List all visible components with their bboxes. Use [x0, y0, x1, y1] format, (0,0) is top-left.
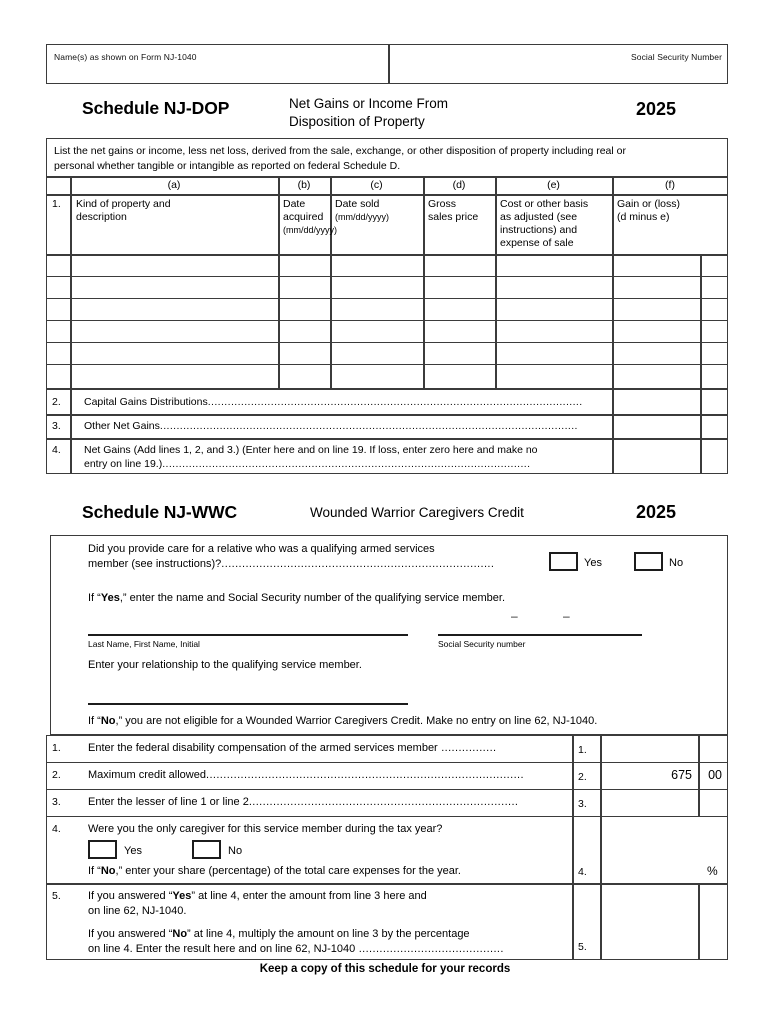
- wwc-line-3-text: Enter the lesser of line 1 or line 2: [88, 796, 249, 808]
- wwc-tax-year: 2025: [636, 502, 677, 522]
- dop-line-3-number: 3.: [52, 420, 61, 432]
- dop-rule-colhdr-bottom: [46, 194, 728, 196]
- dop-line-3-text: Other Net Gains: [84, 420, 160, 432]
- dop-col-header-b: (b): [297, 179, 311, 191]
- dop-line-4-label-line2: [84, 458, 530, 472]
- dop-line-4-dots: ...............................................................................................................: [162, 458, 531, 470]
- dop-entry-row-5-col-e[interactable]: [497, 344, 610, 363]
- dop-entry-row-2-col-b[interactable]: [280, 278, 328, 297]
- wwc-line-1-label: [88, 740, 497, 756]
- dop-line-1-number: 1.: [52, 198, 61, 210]
- dop-intro-line1: List the net gains or income, less net loss, derived from the sale, exchange, or other disposition of property including real or: [54, 145, 626, 157]
- dop-line-3-amount[interactable]: [614, 416, 698, 436]
- dop-col-header-d: (d): [452, 179, 466, 191]
- wwc-relationship-instruction: Enter your relationship to the qualifying service member.: [88, 659, 362, 671]
- dop-rule-intro-bottom: [46, 176, 728, 178]
- dop-entry-row-1-col-a[interactable]: [72, 256, 276, 275]
- wwc-relationship-input[interactable]: [88, 681, 406, 702]
- wwc-subtitle: Wounded Warrior Caregivers Credit: [310, 505, 524, 520]
- wwc-rule-line4-bottom: [46, 883, 728, 885]
- dop-col-desc-e-line2: as adjusted (see: [500, 211, 578, 223]
- wwc-line-4-percent-input[interactable]: [602, 818, 696, 881]
- wwc-line-1-cents[interactable]: [700, 737, 726, 760]
- dop-entry-row-5-col-f[interactable]: [614, 344, 698, 363]
- wwc-if-yes-instruction: If “Yes,” enter the name and Social Security number of the qualifying service member.: [88, 592, 506, 604]
- dop-col-desc-c-line1: Date sold: [335, 198, 380, 210]
- wwc-line-5-dots: ..........................................: [355, 943, 504, 955]
- dop-entry-row-4-col-c[interactable]: [332, 322, 421, 341]
- wwc-name-rule: [88, 634, 408, 636]
- dop-entry-row-2-col-a[interactable]: [72, 278, 276, 297]
- wwc-question-yes-checkbox[interactable]: [549, 552, 578, 571]
- wwc-line-2-amount: 675: [671, 768, 692, 782]
- dop-entry-row-5-col-b[interactable]: [280, 344, 328, 363]
- dop-entry-row-3-cents[interactable]: [702, 300, 726, 319]
- wwc-line-3-dots: ..............................................................................: [248, 796, 519, 808]
- dop-entry-row-1-col-b[interactable]: [280, 256, 328, 275]
- dop-col-header-e: (e): [547, 179, 560, 191]
- dop-line-2-dots: .................................................................................................................: [207, 396, 583, 408]
- ssn-input-area[interactable]: [396, 64, 722, 80]
- dop-entry-row-5-col-c[interactable]: [332, 344, 421, 363]
- dop-entry-row-4-col-e[interactable]: [497, 322, 610, 341]
- dop-entry-row-4-cents[interactable]: [702, 322, 726, 341]
- wwc-question-line2-text: member (see instructions)?: [88, 558, 222, 570]
- name-ssn-divider: [388, 44, 390, 84]
- dop-line-4-text-line2: entry on line 19.): [84, 458, 163, 470]
- dop-entry-row-3-col-a[interactable]: [72, 300, 276, 319]
- dop-col-desc-b-line2: acquired: [283, 211, 324, 223]
- wwc-service-member-name-input[interactable]: [88, 612, 406, 633]
- dop-col-desc-f-line1: Gain or (loss): [617, 198, 681, 210]
- dop-col-desc-d-line2: sales price: [428, 211, 479, 223]
- dop-line-3-label: [84, 420, 578, 434]
- wwc-line-2-ref: 2.: [578, 771, 587, 783]
- wwc-question-dots: ...............................................................................: [221, 558, 495, 570]
- dop-col-desc-b-line1: Date: [283, 198, 306, 210]
- wwc-ssn-dash-1: –: [511, 609, 518, 623]
- dop-entry-row-2-col-e[interactable]: [497, 278, 610, 297]
- dop-entry-row-6-col-a[interactable]: [72, 366, 276, 387]
- dop-entry-row-5-col-a[interactable]: [72, 344, 276, 363]
- dop-entry-row-5-cents[interactable]: [702, 344, 726, 363]
- wwc-line-3-label: [88, 794, 518, 810]
- wwc-name-caption: Last Name, First Name, Initial: [88, 639, 200, 649]
- dop-entry-row-1-col-c[interactable]: [332, 256, 421, 275]
- dop-entry-row-4-col-d[interactable]: [425, 322, 493, 341]
- wwc-line-5-para2-line2: on line 4. Enter the result here and on line 62, NJ-1040: [88, 943, 356, 955]
- wwc-line-5-amount[interactable]: [602, 886, 696, 956]
- dop-entry-row-2-cents[interactable]: [702, 278, 726, 297]
- wwc-line-4-ref: 4.: [578, 866, 587, 878]
- wwc-line-1-dots: ................: [437, 742, 497, 754]
- wwc-line-5-para1-line2: on line 62, NJ-1040.: [88, 905, 187, 917]
- wwc-question-line2: [88, 556, 494, 572]
- dop-col-desc-b-line3: (mm/dd/yyyy): [283, 225, 337, 235]
- wwc-line-4-number: 4.: [52, 823, 61, 835]
- dop-line-2-cents[interactable]: [702, 392, 726, 412]
- wwc-line-2-label: [88, 767, 524, 783]
- dop-col-desc-f-line2: (d minus e): [617, 211, 670, 223]
- wwc-line-5-para2-line1: If you answered “No” at line 4, multiply the amount on line 3 by the percentage: [88, 928, 470, 940]
- dop-entry-row-4-col-a[interactable]: [72, 322, 276, 341]
- wwc-line-3-ref: 3.: [578, 798, 587, 810]
- wwc-rule-line1-bottom: [46, 762, 728, 763]
- dop-subtitle-line1: Net Gains or Income From: [289, 96, 449, 111]
- wwc-question-yes-label: Yes: [584, 557, 602, 569]
- dop-line-4-number: 4.: [52, 444, 61, 456]
- wwc-line-2-dots: ............................................................................................: [205, 769, 524, 781]
- wwc-ssn-dash-2: –: [563, 609, 570, 623]
- dop-col-header-a: (a): [167, 179, 181, 191]
- dop-entry-row-6-cents[interactable]: [702, 366, 726, 387]
- dop-line-3-cents[interactable]: [702, 416, 726, 436]
- wwc-line-4-yes-label: Yes: [124, 845, 142, 857]
- wwc-line-2-cents: 00: [708, 768, 722, 782]
- ssn-field-label: Social Security Number: [630, 52, 722, 62]
- dop-rule-blank-6: [46, 388, 728, 390]
- dop-col-desc-c-line2: (mm/dd/yyyy): [335, 212, 389, 222]
- wwc-line-3-cents[interactable]: [700, 791, 726, 814]
- dop-entry-row-3-col-d[interactable]: [425, 300, 493, 319]
- wwc-line-4-yes-checkbox[interactable]: [88, 840, 117, 859]
- dop-entry-row-3-col-e[interactable]: [497, 300, 610, 319]
- dop-col-header-c: (c): [370, 179, 383, 191]
- wwc-if-no-instruction: If “No,” you are not eligible for a Wounded Warrior Caregivers Credit. Make no entry on line 62, NJ-1040.: [88, 715, 598, 727]
- dop-line-2-number: 2.: [52, 396, 61, 408]
- dop-col-desc-a-line1: Kind of property and: [76, 198, 171, 210]
- dop-entry-row-3-col-f[interactable]: [614, 300, 698, 319]
- dop-entry-row-6-col-e[interactable]: [497, 366, 610, 387]
- dop-tax-year: 2025: [636, 99, 677, 119]
- name-field-label: Name(s) as shown on Form NJ-1040: [54, 52, 197, 62]
- wwc-line-1-text: Enter the federal disability compensation of the armed services member: [88, 742, 438, 754]
- wwc-question-no-checkbox[interactable]: [634, 552, 663, 571]
- wwc-ssn-caption: Social Security number: [438, 639, 526, 649]
- dop-entry-row-5-col-d[interactable]: [425, 344, 493, 363]
- dop-line-4-amount[interactable]: [614, 442, 698, 472]
- wwc-service-member-ssn-input[interactable]: [438, 612, 640, 633]
- footer-note: Keep a copy of this schedule for your records: [259, 963, 511, 975]
- dop-col-desc-e-line1: Cost or other basis: [500, 198, 589, 210]
- wwc-line-2-text: Maximum credit allowed: [88, 769, 206, 781]
- dop-line-2-label: [84, 396, 583, 410]
- wwc-line-4-percent-symbol: %: [707, 864, 718, 878]
- wwc-ssn-rule: [438, 634, 642, 636]
- dop-line-3-dots: ..............................................................................................................................: [159, 420, 578, 432]
- name-input-area[interactable]: [56, 64, 382, 80]
- wwc-line-5-cents[interactable]: [700, 886, 726, 956]
- wwc-line-5-para1-line1: If you answered “Yes” at line 4, enter the amount from line 3 here and: [88, 890, 427, 902]
- dop-rule-blank-3: [46, 320, 728, 321]
- dop-entry-row-1-cents[interactable]: [702, 256, 726, 275]
- dop-entry-row-1-col-f[interactable]: [614, 256, 698, 275]
- dop-entry-row-2-col-c[interactable]: [332, 278, 421, 297]
- dop-entry-row-2-col-d[interactable]: [425, 278, 493, 297]
- dop-entry-row-4-col-f[interactable]: [614, 322, 698, 341]
- dop-line-2-amount[interactable]: [614, 392, 698, 412]
- dop-col-desc-d-line1: Gross: [428, 198, 457, 210]
- wwc-line-3-amount[interactable]: [602, 791, 696, 814]
- dop-line-2-text: Capital Gains Distributions: [84, 396, 208, 408]
- wwc-question-no-label: No: [669, 557, 684, 569]
- dop-schedule-title: Schedule NJ-DOP: [82, 98, 230, 118]
- dop-entry-row-1-col-d[interactable]: [425, 256, 493, 275]
- wwc-line-1-ref: 1.: [578, 744, 587, 756]
- wwc-line-5-number: 5.: [52, 890, 61, 902]
- dop-entry-row-6-col-d[interactable]: [425, 366, 493, 387]
- dop-entry-row-6-col-c[interactable]: [332, 366, 421, 387]
- dop-col-desc-a-line2: description: [76, 211, 127, 223]
- dop-entry-row-3-col-b[interactable]: [280, 300, 328, 319]
- dop-entry-row-1-col-e[interactable]: [497, 256, 610, 275]
- dop-entry-row-2-col-f[interactable]: [614, 278, 698, 297]
- dop-rule-blank-4: [46, 342, 728, 343]
- wwc-line-2-number: 2.: [52, 769, 61, 781]
- dop-col-desc-e-line3: instructions) and: [500, 224, 578, 236]
- dop-col-header-f: (f): [665, 179, 675, 191]
- dop-subtitle-line2: Disposition of Property: [289, 114, 425, 129]
- wwc-line-4-no-checkbox[interactable]: [192, 840, 221, 859]
- dop-entry-row-3-col-c[interactable]: [332, 300, 421, 319]
- wwc-relationship-rule: [88, 703, 408, 705]
- dop-rule-line3-bottom: [46, 438, 728, 440]
- dop-rule-blank-2: [46, 298, 728, 299]
- dop-intro-line2: personal whether tangible or intangible as reported on federal Schedule D.: [54, 160, 401, 172]
- wwc-question-line1: Did you provide care for a relative who was a qualifying armed services: [88, 543, 435, 555]
- dop-line-4-cents[interactable]: [702, 442, 726, 472]
- wwc-line-5-para2-line2-label: [88, 941, 504, 957]
- dop-col-desc-e-line4: expense of sale: [500, 237, 574, 249]
- wwc-col-divider-ref: [572, 735, 574, 960]
- wwc-line-1-amount[interactable]: [602, 737, 696, 760]
- dop-rule-blank-1: [46, 276, 728, 277]
- wwc-line-4-no-label: No: [228, 845, 243, 857]
- dop-entry-row-6-col-f[interactable]: [614, 366, 698, 387]
- dop-entry-row-6-col-b[interactable]: [280, 366, 328, 387]
- dop-rule-blank-5: [46, 364, 728, 365]
- wwc-line-3-number: 3.: [52, 796, 61, 808]
- wwc-line-4-share-text: If “No,” enter your share (percentage) of the total care expenses for the year.: [88, 865, 461, 877]
- dop-entry-row-4-col-b[interactable]: [280, 322, 328, 341]
- wwc-schedule-title: Schedule NJ-WWC: [82, 502, 238, 522]
- dop-line-4-text-line1: Net Gains (Add lines 1, 2, and 3.) (Enter here and on line 19. If loss, enter zero here and make no: [84, 444, 538, 456]
- wwc-line-5-ref: 5.: [578, 941, 587, 953]
- wwc-line-1-number: 1.: [52, 742, 61, 754]
- wwc-line-4-question: Were you the only caregiver for this service member during the tax year?: [88, 823, 443, 835]
